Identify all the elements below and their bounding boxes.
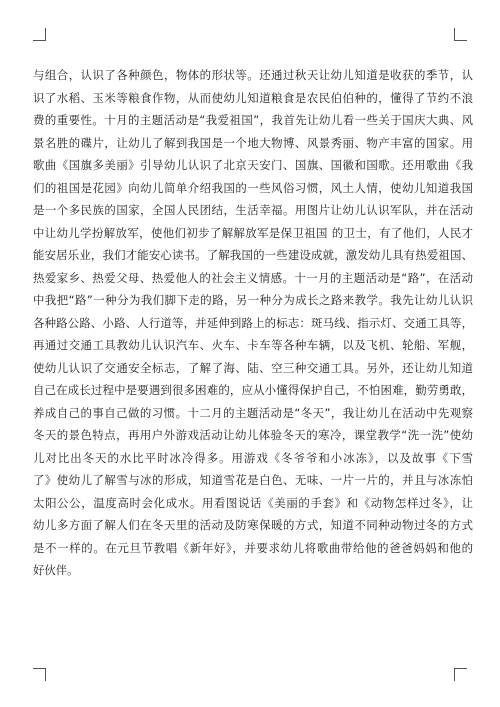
text-line: 再通过交通工具教幼儿认识汽车、火车、卡车等各种车辆，以及飞机、轮船、军舰， [33,338,473,352]
text-line: 幼儿多方面了解人们在冬天里的活动及防寒保暖的方式，知道不同种动物过冬的方式 [33,518,473,532]
text-line: 了》使幼儿了解雪与冰的形成，知道雪花是白色、无味、一片一片的，并且与冰冻怕 [33,473,473,487]
text-line: 使幼儿认识了交通安全标志，了解了海、陆、空三种交通工具。另外，还让幼儿知道 [33,360,473,375]
text-line: 养成自己的事自己做的习惯。十二月的主题活动是“冬天”，我让幼儿在活动中先观察 [33,405,473,420]
text-line: 中让幼儿学扮解放军，使他们初步了解解放军是保卫祖国 的卫士，有了他们，人民才 [33,225,473,240]
text-line: 能安居乐业，我们才能安心读书。了解我国的一些建设成就，激发幼儿具有热爱祖国、 [33,248,473,262]
crop-mark-top-right [454,28,467,41]
text-line: 是一个多民族的国家，全国人民团结，生活幸福。用图片让幼儿认识军队，并在活动 [33,203,473,217]
body-paragraph [33,64,473,582]
text-line: 费的重要性。十月的主题活动是“我爱祖国”，我首先让幼儿看一些关于国庆大典、风 [33,113,473,127]
text-line: 与组合，认识了各种颜色，物体的形状等。还通过秋天让幼儿知道是收获的季节，认 [33,68,473,82]
text-line: 热爱家乡、热爱父母、热爱他人的社会主义情感。十一月的主题活动是“路”，在活动 [33,270,473,285]
text-line: 是不一样的。在元旦节教唱《新年好》，并要求幼儿将歌曲带给他的爸爸妈妈和他的 [33,540,473,555]
crop-mark-top-left [33,28,46,41]
text-line: 太阳公公，温度高时会化成水。用看图说话《美丽的手套》和《动物怎样过冬》，让 [33,495,473,510]
text-line: 景名胜的碟片，让幼儿了解到我国是一个地大物博、风景秀丽、物产丰富的国家。用 [33,135,473,150]
text-line: 冬天的景色特点，再用户外游戏活动让幼儿体验冬天的寒冷，课堂教学“洗一洗”使幼 [33,428,473,442]
text-line: 各种路公路、小路、人行道等，并延伸到路上的标志：斑马线、指示灯、交通工具等， [33,315,473,330]
crop-mark-bottom-right [454,668,467,681]
text-line: 识了水稻、玉米等粮食作物，从而使幼儿知道粮食是农民伯伯种的，懂得了节约不浪 [33,90,473,105]
text-line: 中我把“路”一种分为我们脚下走的路，另一种分为成长之路来教学。我先让幼儿认识 [33,293,473,307]
text-line: 们的祖国是花园》向幼儿简单介绍我国的一些风俗习惯，风土人情，使幼儿知道我国 [33,180,473,195]
crop-mark-bottom-left [33,668,46,681]
text-line: 歌曲《国旗多美丽》引导幼儿认识了北京天安门、国旗、国徽和国歌。还用歌曲《我 [33,158,473,172]
text-line: 儿对比出冬天的水比平时冰冷得多。用游戏《冬爷爷和小冰冻》，以及故事《下雪 [33,450,473,465]
text-line: 自己在成长过程中是要遇到很多困难的，应从小懂得保护自己，不怕困难，勤劳勇敢， [33,383,473,397]
text-line: 好伙伴。 [33,563,79,577]
